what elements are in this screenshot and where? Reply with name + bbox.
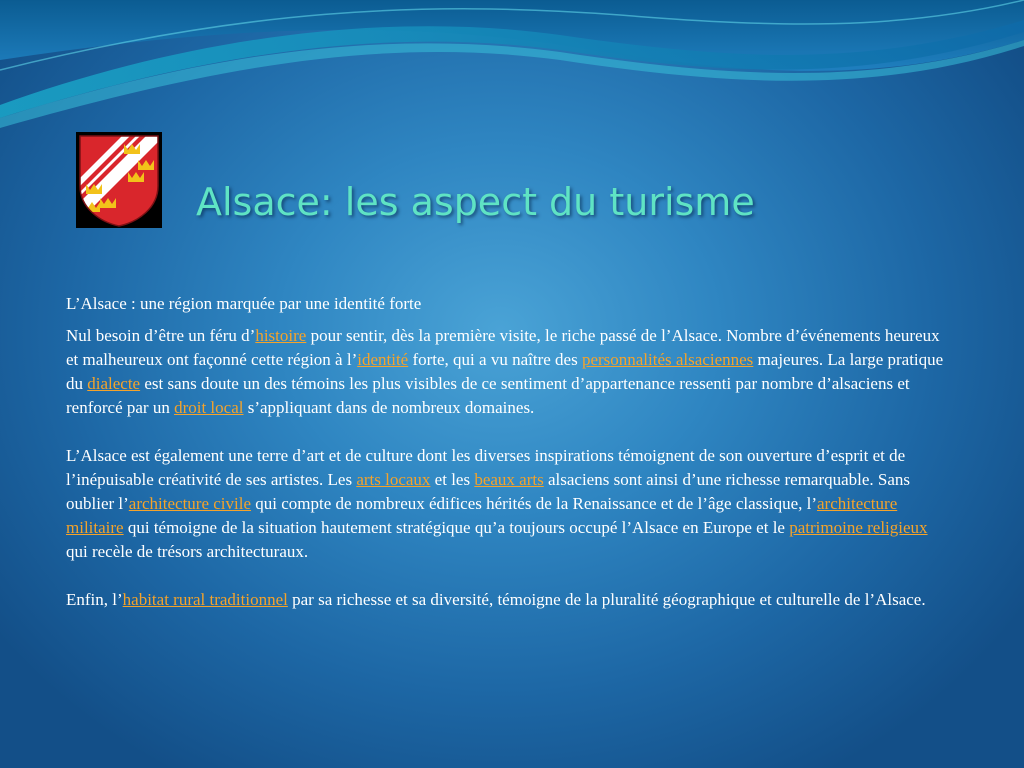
link-habitat-rural-traditionnel[interactable]: habitat rural traditionnel [122,590,288,609]
text-fragment: par sa richesse et sa diversité, témoigne de la pluralité géographique et culturelle de l’Alsace. [287,590,926,609]
link-patrimoine-religieux[interactable]: patrimoine religieux [789,518,928,537]
text-fragment: et les [430,470,475,489]
link-dialecte[interactable]: dialecte [87,374,141,393]
slide-title: Alsace: les aspect du turisme [196,180,755,224]
link-arts-locaux[interactable]: arts locaux [356,470,431,489]
text-fragment: qui témoigne de la situation hautement stratégique qu’a toujours occupé l’Alsace en Europe et le [123,518,790,537]
paragraph-identity [66,324,946,420]
paragraph-habitat [66,588,946,612]
link-architecture-civile[interactable]: architecture civile [128,494,252,513]
text-fragment: Enfin, l’ [66,590,123,609]
paragraph-spacer [66,420,946,444]
intro-heading: L’Alsace : une région marquée par une identité forte [66,294,422,313]
text-fragment: s’appliquant dans de nombreux domaines. [243,398,535,417]
text-fragment: alsaciens sont ainsi d’une richesse remarquable. Sans oublier l’ [66,470,911,513]
paragraph-art-culture [66,444,946,564]
text-fragment: qui compte de nombreux édifices hérités de la Renaissance et de l’âge classique, l’ [251,494,818,513]
slide-body [66,292,946,612]
link-beaux-arts[interactable]: beaux arts [474,470,544,489]
text-fragment: majeures. La large pratique du [66,350,944,393]
link-droit-local[interactable]: droit local [174,398,244,417]
text-fragment: L’Alsace est également une terre d’art et de culture dont les diverses inspirations témoignent de son ouverture d’esprit et de l’inépuisable créativité de ses artistes. Les [66,446,906,489]
link-architecture-militaire[interactable]: architecture militaire [66,494,898,537]
text-fragment: Nul besoin d’être un féru d’ [66,326,256,345]
text-fragment: forte, qui a vu naître des [408,350,582,369]
paragraph-spacer [66,564,946,588]
link-personnalites-alsaciennes[interactable]: personnalités alsaciennes [581,350,754,369]
wave-decoration [0,0,1024,140]
link-histoire[interactable]: histoire [255,326,307,345]
text-fragment: qui recèle de trésors architecturaux. [66,542,309,561]
link-identite[interactable]: identité [357,350,409,369]
text-fragment: pour sentir, dès la première visite, le riche passé de l’Alsace. Nombre d’événements heureux et malheureux ont façonné cette région à l’ [66,326,940,369]
alsace-coat-of-arms-icon [76,132,162,228]
text-fragment: est sans doute un des témoins les plus visibles de ce sentiment d’appartenance ressenti par nombre d’alsaciens et renforcé par un [66,374,910,417]
